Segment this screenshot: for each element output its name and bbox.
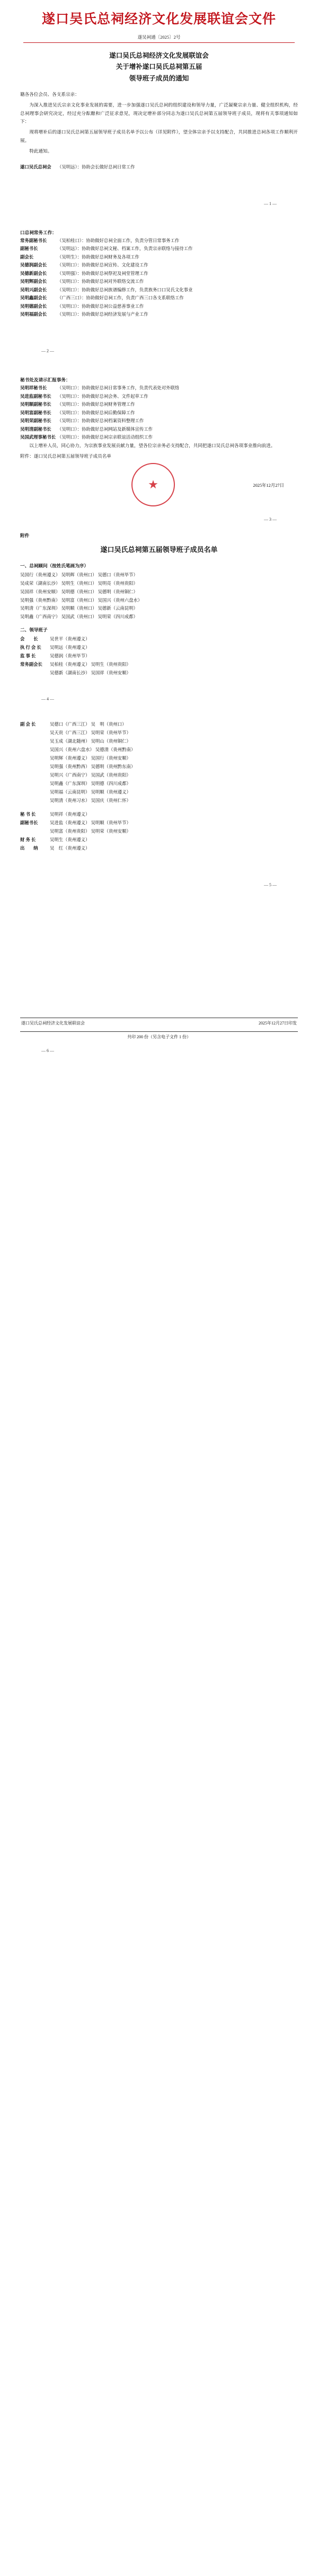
leadership-role-key: 监 事 长 <box>20 654 36 659</box>
leadership-name-line: 吴明强（贵州黔西） 吴德明（贵州黔东南） <box>50 764 136 770</box>
leadership-role-value <box>50 720 298 805</box>
page-number-3: — 3 — <box>264 516 277 522</box>
role-row <box>20 237 298 245</box>
role-text: （吴明强）：协助做好总祠祭祀及祠堂管理工作 <box>57 271 148 276</box>
leadership-name-line: 吴明清（贵州习水） 吴国庆（贵州仁怀） <box>50 798 131 803</box>
leadership-name-line: 吴明远（贵州遵义） <box>50 645 90 650</box>
page-4 <box>0 525 318 705</box>
leadership-row <box>20 836 298 844</box>
leadership-role-key: 执 行 会 长 <box>20 645 41 650</box>
page3-closing-paragraph: 以上增补人员，同心协力，为宗族事业发展贡献力量，望各位宗亲务必支持配合，共同把遂口吴氏总祠各项事业推向前进。 <box>29 442 276 448</box>
advisor-line: 吴明清（广东深圳） 吴明顺（贵州口） 吴德新（云南昆明） <box>20 606 138 611</box>
advisor-line: 吴国行（贵州遵义） 吴明辉（贵州口） 吴德口（贵州毕节） <box>20 572 138 577</box>
leadership-role-value <box>50 644 298 652</box>
leadership-role-value <box>50 635 298 644</box>
leadership-role-key: 常务副会长 <box>20 662 42 667</box>
attachment-reference-line: 附件：遂口吴氏总祠第五届领导班子成员名单 <box>20 453 111 459</box>
leadership-name-line: 吴柏桂（贵州遵义） 吴明生（贵州贵阳） <box>50 662 131 667</box>
role-row <box>20 245 298 253</box>
leadership-name-line: 吴天贵（广西三江） 吴明荣（贵州毕节） <box>50 730 131 736</box>
leadership-role-value <box>50 836 298 844</box>
role-row <box>20 278 298 286</box>
role-text: （吴明口）：协助做好总祠对外联络交流工作 <box>57 279 144 284</box>
role-label: 吴进监副秘书长 <box>20 394 51 399</box>
leadership-role-key: 秘 书 长 <box>20 812 36 817</box>
leadership-row <box>20 819 298 836</box>
page-number-1: — 1 — <box>264 201 277 206</box>
leadership-name-line: 吴国兴（贵州六盘水） 吴德清（贵州黔南） <box>50 747 136 753</box>
role-row <box>20 417 298 425</box>
role-row <box>20 384 298 393</box>
leadership-role-value <box>50 844 298 853</box>
role-row <box>20 286 298 295</box>
seal-date: 2025年12月27日 <box>253 483 284 488</box>
leadership-role-key: 副秘书长 <box>20 820 38 825</box>
page-number-4: — 4 — <box>41 697 54 702</box>
advisor-line: 吴明鑫（广西南宁） 吴国武（贵州口） 吴明荣（四川成都） <box>20 614 138 620</box>
role-label: 常务副秘书长 <box>20 238 47 243</box>
document-masthead: 遂口吴氏总祠经济文化发展联谊会文件 <box>41 12 276 26</box>
leadership-name-line: 吴德新（湖南长沙） 吴国祥（贵州安顺） <box>50 671 131 676</box>
page-number-5: — 5 — <box>264 882 277 887</box>
role-label: 吴明兴副会长 <box>20 287 47 292</box>
leadership-name-line: 吴玉成（湖北随州） 吴明山（贵州铜仁） <box>50 739 131 744</box>
document-number: 遂吴祠通〔2025〕2号 <box>137 34 181 40</box>
body-paragraph-1: 为深入推进吴氏宗亲文化事业发展的需要，进一步加强遂口吴氏总祠的组织建设和领导力量，广泛凝聚宗亲力量、健全组织机构，经总祠理事会研究决定，经过充分酝酿和广泛征求意见，现决定增补部分同志为遂口吴氏总祠第五届领导班子成员，现将有关事项通知如下： <box>20 102 298 124</box>
attachment-title: 遂口吴氏总祠第五届领导班子成员名单 <box>100 545 218 554</box>
role-label: 吴明清副秘书长 <box>20 426 51 432</box>
role-text: （吴明口）：协助做好总祠后勤保障工作 <box>57 410 135 415</box>
leadership-section-heading: 二、领导班子 <box>20 627 48 633</box>
role-label: 吴明福副会长 <box>20 312 47 317</box>
official-seal-icon <box>131 463 175 506</box>
leadership-name-line: 吴德润（贵州毕节） <box>50 654 90 659</box>
role-text: （吴明口）：协助做好总祠经济发展与产业工作 <box>57 312 148 317</box>
footer-date: 2025年12月27日印发 <box>259 1020 297 1026</box>
role-label: 吴明顺副秘书长 <box>20 402 51 407</box>
role-line-p1 <box>20 163 298 172</box>
greeting-line: 籍各各位会员、各支系宗亲： <box>20 91 80 97</box>
leadership-name-line: 吴明祥（贵州遵义） <box>50 812 90 817</box>
role-text: （吴明口）：协助做好总祠档案资料整理工作 <box>57 418 144 424</box>
leadership-name-line: 吴德口（广西三江） 吴 明（贵州口） <box>50 722 127 727</box>
leadership-row <box>20 844 298 853</box>
role-row <box>20 393 298 401</box>
role-row <box>20 270 298 278</box>
leadership-row <box>20 644 298 652</box>
document-title-line-2: 关于增补遂口吴氏总祠第五届 <box>116 63 202 71</box>
leadership-name-line: 吴明富（贵州贵阳） 吴明荣（贵州安顺） <box>50 828 131 834</box>
role-label: 吴明鑫副会长 <box>20 296 47 301</box>
role-text: （吴明远）：协助做好总祠文秘、档案工作，负责宗亲联络与接待工作 <box>57 246 193 252</box>
leadership-role-key: 副 会 长 <box>20 722 36 727</box>
leadership-name-line: 吴世平（贵州遵义） <box>50 637 90 642</box>
footer-copies: 共印 200 份（另含电子文件 1 份） <box>127 1034 191 1039</box>
role-text: （吴明口）：协助做好总祠宗亲联谊活动组织工作 <box>57 435 153 440</box>
role-text-p1: （吴明远）：协助会长做好总祠日常工作 <box>57 164 135 170</box>
page2-heading: 口总祠常务工作： <box>20 229 57 235</box>
advisor-line: 吴明强（贵州黔南） 吴明富（贵州口） 吴国兴（贵州六盘水） <box>20 598 143 603</box>
role-text: （吴明口）：协助做好总祠日常事务工作，负责代表处对外联络 <box>57 386 180 390</box>
role-label: 吴明荣副秘书长 <box>20 418 51 424</box>
page-5 <box>0 705 318 890</box>
leadership-role-key: 出 纳 <box>20 845 38 851</box>
seal-star-icon: ★ <box>148 477 158 491</box>
leadership-row <box>20 810 298 819</box>
footer-divider-bottom <box>20 1031 298 1032</box>
role-row <box>20 433 298 442</box>
role-row <box>20 409 298 417</box>
role-text: （广西三口）：协助做好总祠工作，负责广西三口各支系联络工作 <box>57 296 184 301</box>
leadership-name-line: 吴明辉（贵州遵义） 吴国行（贵州安顺） <box>50 756 131 761</box>
leadership-name-line: 吴明兴（广西南宁） 吴国武（贵州贵阳） <box>50 773 131 778</box>
role-text: （吴明口）：协助做好总祠网站及新媒体宣传工作 <box>57 426 153 432</box>
leadership-name-line: 吴明鑫（广东深圳） 吴明德（四川成都） <box>50 781 131 787</box>
advisor-line: 吴成荣（湖南长沙） 吴明生（贵州口） 吴明亮（贵州贵阳） <box>20 581 138 586</box>
role-label: 吴德新副会长 <box>20 271 47 276</box>
role-row <box>20 400 298 409</box>
leadership-role-value <box>50 819 298 836</box>
seal-area <box>20 463 298 509</box>
role-label: 吴明祥秘书长 <box>20 386 47 390</box>
role-row <box>20 310 298 319</box>
leadership-role-value <box>50 810 298 819</box>
leadership-row <box>20 652 298 661</box>
role-label: 吴明辉副会长 <box>20 279 47 284</box>
role-text: （吴柏桂口）：协助做好总祠全面工作，负责分管日常事务工作 <box>57 238 180 243</box>
page-number-6: — 6 — <box>41 1048 54 1053</box>
page-number-2: — 2 — <box>41 349 54 353</box>
leadership-role-key: 财 务 长 <box>20 837 36 842</box>
leadership-name-line: 吴 红（贵州遵义） <box>50 845 90 851</box>
leadership-name-line: 吴明福（云南昆明） 吴明顺（贵州遵义） <box>50 790 131 795</box>
body-paragraph-2: 现将增补后的遂口吴氏总祠第五届领导班子成员名单予以公布（详见附件），望全体宗亲予以支持配合，共同推进总祠各项工作顺利开展。 <box>20 129 298 144</box>
advisors-section-heading: 一、总祠顾问（按姓氏笔画为序） <box>20 563 89 568</box>
body-paragraph-3: 特此通知。 <box>29 148 52 154</box>
role-text: （吴明口）：协助做好总祠会务、文件起草工作 <box>57 394 148 399</box>
leadership-role-key: 会 长 <box>20 637 38 642</box>
footer-org: 遂口吴氏总祠经济文化发展联谊会 <box>21 1020 85 1026</box>
page-2 <box>0 209 318 356</box>
leadership-role-value <box>50 661 298 678</box>
document-title-line-3: 领导班子成员的通知 <box>129 74 189 82</box>
leadership-name-line: 吴进监（贵州遵义） 吴明顺（贵州毕节） <box>50 820 131 825</box>
role-text: （吴明生）：协助做好总祠财务及各项工作 <box>57 254 139 260</box>
leadership-name-line: 吴明生（贵州遵义） <box>50 837 90 842</box>
role-label: 副秘书长 <box>20 246 38 252</box>
leadership-row <box>20 635 298 644</box>
role-row <box>20 294 298 302</box>
role-label: 吴明德副会长 <box>20 304 47 309</box>
document-title <box>20 50 298 84</box>
role-label: 吴明富副秘书长 <box>20 410 51 415</box>
attachment-label: 附件 <box>20 532 30 538</box>
role-text: （吴明口）：协助做好总祠财务管理工作 <box>57 402 135 407</box>
red-divider-rule <box>23 42 295 43</box>
page3-heading: 秘书处及请示汇报事务： <box>20 377 70 382</box>
role-label-p1: 遂口吴氏总祠会 <box>20 164 51 170</box>
role-text: （吴明口）：协助做好总祠宣传、文化建设工作 <box>57 263 148 268</box>
page-6 <box>0 890 318 1056</box>
leadership-row <box>20 720 298 805</box>
role-row <box>20 302 298 311</box>
role-label: 吴德润副会长 <box>20 263 47 268</box>
document-title-line-1: 遂口吴氏总祠经济文化发展联谊会 <box>109 52 209 59</box>
role-text: （吴明口）：协助做好总祠族谱编修工作，负责族务口口吴氏文化事业 <box>57 287 193 292</box>
role-label: 吴国武理事秘书长 <box>20 435 56 440</box>
role-label: 副会长 <box>20 254 34 260</box>
role-text: （吴明口）：协助做好总祠公益慈善事业工作 <box>57 304 144 309</box>
page-1 <box>0 0 318 209</box>
role-row <box>20 425 298 434</box>
leadership-row <box>20 661 298 678</box>
role-row <box>20 253 298 262</box>
leadership-role-value <box>50 652 298 661</box>
advisor-line: 吴国祥（贵州安顺） 吴明德（贵州口） 吴德明（贵州铜仁） <box>20 589 138 594</box>
role-row <box>20 261 298 270</box>
advisors-list <box>20 571 298 622</box>
footer-imprint-row <box>20 1020 298 1026</box>
page-3 <box>0 356 318 525</box>
